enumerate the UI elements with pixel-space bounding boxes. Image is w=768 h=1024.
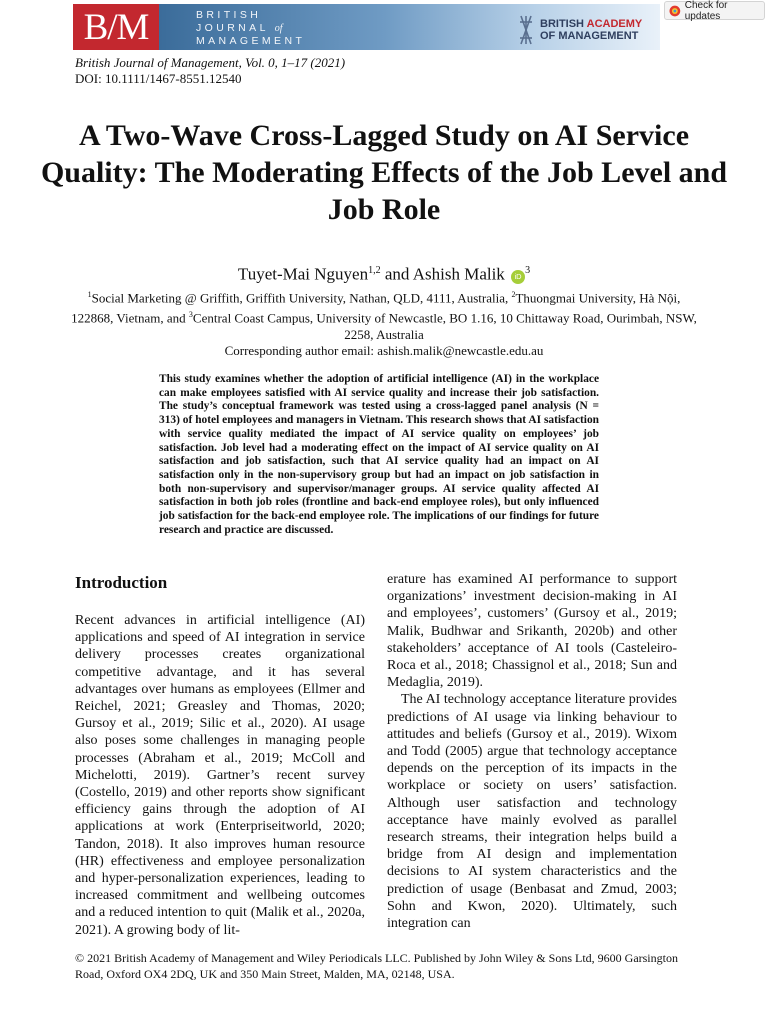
- affiliation-1: Social Marketing @ Griffith, Griffith University, Nathan, QLD, 4111, Australia,: [91, 290, 512, 306]
- author-2-affiliation-marker: 3: [525, 265, 531, 276]
- crossmark-icon: [669, 5, 681, 17]
- journal-wordmark: [196, 9, 305, 48]
- journal-wordmark-line1: BRITISH: [196, 9, 262, 21]
- section-heading-introduction: Introduction: [75, 573, 168, 592]
- academy-name-british: BRITISH: [540, 18, 584, 30]
- copyright-footer: © 2021 British Academy of Management and Wiley Periodicals LLC. Published by John Wiley & Sons Ltd, 9600 Garsington Road, Oxford OX4 2DQ, UK and 350 Main Street, Malden, MA, 02148, USA.: [75, 951, 678, 981]
- affiliation-marker-3: 3: [188, 309, 193, 319]
- affiliations: [70, 287, 698, 360]
- article-title: A Two-Wave Cross-Lagged Study on AI Service Quality: The Moderating Effects of the Job Level and Job Role: [40, 119, 728, 226]
- affiliation-3: Central Coast Campus, University of Newcastle, BO 1.16, 10 Chittaway Road, Ourimbah, NSW, 2258, Australia: [192, 310, 697, 342]
- journal-citation: British Journal of Management, Vol. 0, 1–17 (2021): [75, 55, 346, 70]
- affiliation-marker-2: 2: [511, 290, 516, 299]
- check-for-updates-button[interactable]: [664, 1, 765, 20]
- affiliation-2: Thuongmai University, Hà Nội, 122868, Vietnam, and: [71, 290, 681, 326]
- body-paragraph: The AI technology acceptance literature provides predictions of AI usage via linking behaviour to attitudes and beliefs (Gursoy et al., 2019). Wixom and Todd (2005) argue that technology acceptance depends on the perception of its impacts in the workplace or society on users’ satisfaction. Although user satisfaction and technology acceptance have mainly evolved as parallel research streams, their integration helps build a bridge from AI design and implementation decisions to AI system characteristics and the prediction of usage (Benbasat and Zmud, 2003; Sohn and Kwon, 2020). Ultimately, such integration can: [387, 692, 677, 932]
- journal-wordmark-journal: JOURNAL: [196, 21, 269, 34]
- doi: DOI: 10.1111/1467-8551.12540: [75, 71, 242, 86]
- academy-name-line2: OF MANAGEMENT: [540, 30, 639, 42]
- academy-logo: [518, 12, 642, 48]
- journal-wordmark-of: of: [274, 22, 283, 34]
- affiliation-marker-1: 1: [87, 290, 92, 299]
- citation: [75, 55, 345, 87]
- bjm-logo: B/M: [73, 4, 159, 50]
- author-line: [40, 260, 728, 286]
- affiliation-list: [70, 287, 698, 343]
- body-paragraph: erature has examined AI performance to support organizations’ investment decision-making in AI and employees’, customers’ (Gursoy et al., 2019; Malik, Budhwar and Srikanth, 2020b) and other stakeholders’ acceptance of AI tools (Casteleiro-Roca et al., 2018; Chassignol et al., 2018; Sun and Medaglia, 2019).: [387, 572, 677, 691]
- author-2: Ashish Malik: [412, 264, 505, 284]
- academy-name-line1: [540, 18, 642, 30]
- check-for-updates-label: Check for updates: [684, 0, 728, 22]
- body-column-left: [75, 571, 365, 939]
- author-1: Tuyet-Mai Nguyen: [237, 264, 369, 284]
- author-1-affiliation-marker: 1,2: [368, 265, 381, 276]
- academy-emblem-icon: [518, 14, 534, 46]
- orcid-icon[interactable]: iD: [511, 270, 525, 284]
- body-column-right: [387, 571, 677, 932]
- academy-name: [540, 18, 642, 42]
- body-paragraph: Recent advances in artificial intelligence (AI) applications and speed of AI integration in service delivery processes creates organizational competitive advantage, and it has several advantages over humans as employees (Ellmer and Reichel, 2021; Greasley and Thomas, 2020; Gursoy et al., 2019; Silic et al., 2020). AI usage also poses some challenges in managing people processes (Abraham et al., 2019; McColl and Michelotti, 2019). Gartner’s recent survey (Costello, 2019) and other reports show significant efficiency gains through the adoption of AI applications at work (Enterpriseitworld, 2020; Tandon, 2018). It also improves human resource (HR) effectiveness and employee personalization and hyper-personalization experiences, leading to increased commitment and wellbeing outcomes and a reduced intention to quit (Malik et al., 2020a, 2021). A growing body of lit-: [75, 613, 365, 938]
- author-conjunction: and: [384, 264, 410, 284]
- academy-name-academy: ACADEMY: [586, 18, 643, 30]
- corresponding-author: Corresponding author email: ashish.malik@newcastle.edu.au: [224, 343, 544, 359]
- journal-wordmark-line3: MANAGEMENT: [196, 35, 306, 47]
- journal-wordmark-line2: [196, 22, 305, 36]
- abstract: This study examines whether the adoption of artificial intelligence (AI) in the workplace can make employees satisfied with AI service quality and increase their job satisfaction. The study’s conceptual framework was tested using a cross-lagged panel analysis (N = 313) of hotel employees and managers in Vietnam. This research shows that AI satisfaction with service quality mediated the impact of AI service quality on employees’ job satisfaction. Job level had a moderating effect on the impact of AI service quality on AI satisfaction and job satisfaction, such that AI service quality had an impact on AI satisfaction only in the non-supervisory group but had an impact on job satisfaction in both non-supervisory and supervisor/manager groups. AI service quality affected AI satisfaction in both job roles (frontline and back-end employee roles), but only influenced job satisfaction for the back-end employee role. The implications of our findings for future research and practice are discussed.: [159, 373, 599, 536]
